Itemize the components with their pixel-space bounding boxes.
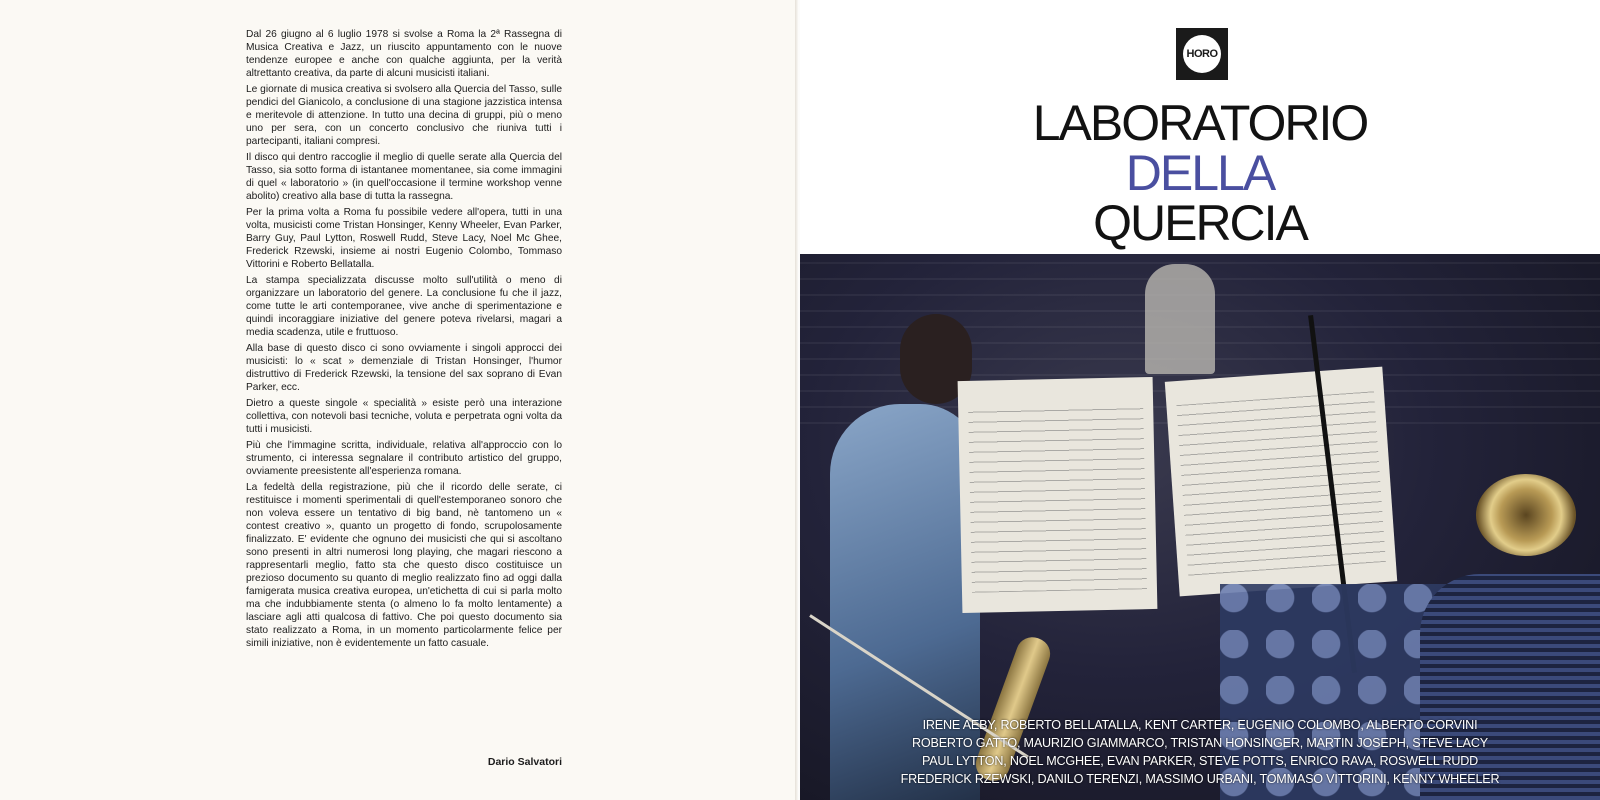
paragraph: Dietro a queste singole « specialità » esiste però una interazione collettiva, con notevoli basi tecniche, voluta e perpetrata ogni volta da tutti i musicisti. [246, 398, 562, 435]
credit-line: PAUL LYTTON, NOEL MCGHEE, EVAN PARKER, STEVE POTTS, ENRICO RAVA, ROSWELL RUDD [921, 754, 1479, 768]
trumpet-bell [1476, 474, 1576, 556]
logo-text: HORO [1186, 48, 1218, 60]
album-cover [800, 0, 1600, 800]
credit-line: IRENE AEBY, ROBERTO BELLATALLA, KENT CARTER, EUGENIO COLOMBO, ALBERTO CORVINI [922, 718, 1478, 732]
paragraph: Per la prima volta a Roma fu possibile vedere all'opera, tutti in una volta, musicisti come Tristan Honsinger, Kenny Wheeler, Evan Parker, Barry Guy, Paul Lytton, Roswell Rudd, Steve Lacy, Noel Mc Ghee, Frederick Rzewski, insieme ai nostri Eugenio Colombo, Tommaso Vittorini e Roberto Bellatalla. [246, 207, 562, 270]
title-line-3: QUERCIA [1093, 195, 1307, 251]
credit-line: ROBERTO GATTO, MAURIZIO GIAMMARCO, TRISTAN HONSINGER, MARTIN JOSEPH, STEVE LACY [912, 736, 1488, 750]
paragraph: Dal 26 giugno al 6 luglio 1978 si svolse a Roma la 2ª Rassegna di Musica Creativa e Jazz, un riuscito appuntamento con le nuove tendenze europee e anche con qualche aggiunta, per la verità altrettanto creativa, da parte di alcuni musicisti italiani. [246, 29, 562, 79]
sheet-music [958, 377, 1158, 613]
credit-line: FREDERICK RZEWSKI, DANILO TERENZI, MASSIMO URBANI, TOMMASO VITTORINI, KENNY WHEELER [900, 772, 1500, 786]
liner-notes-page [0, 0, 798, 800]
concert-photo [800, 254, 1600, 800]
liner-notes-text [246, 28, 562, 653]
background-musician [1145, 264, 1215, 374]
sheet-music [1165, 367, 1397, 597]
paragraph: La fedeltà della registrazione, più che il ricordo delle serate, ci restituisce i momenti sperimentali di quell'estemporaneo sonoro che non voleva essere un tentativo di big band, nè tantomeno un « contest creativo », quanto un progetto di fondo, scrupolosamente finalizzato. E' evidente che ognuno dei musicisti che qui si ascoltano sono presenti in altri numerosi long playing, che magari riescono a rappresentarli meglio, fatto sta che questo disco costituisce un prezioso documento su quanto di meglio realizzato fino ad oggi dalla famigerata musica creativa europea, un'etichetta di cui si parla molto ma che indubbiamente stenta (o almeno lo fa molto lentamente) a lasciare agli atti qualcosa di fattivo. Che poi questo documento sia stato realizzato a Roma, in un momento particolarmente felice per simili iniziative, non è evidentemente un fatto casuale. [246, 482, 562, 649]
label-logo [1176, 28, 1228, 80]
paragraph: Le giornate di musica creativa si svolsero alla Quercia del Tasso, sulle pendici del Gianicolo, a conclusione di una stagione jazzistica intensa e meritevole di attenzione. In tutto una decina di gruppi, più o meno uno per sera, con un concerto conclusivo che riuniva tutti i partecipanti, italiani compresi. [246, 84, 562, 147]
musician-credits [800, 716, 1600, 788]
paragraph: Il disco qui dentro raccoglie il meglio di quelle serate alla Quercia del Tasso, sia sotto forma di istantanee momentanee, sia come immagini di quel « laboratorio » (in quell'occasione il termine workshop venne abolito) creativo alla base di tutta la rassegna. [246, 152, 562, 202]
logo-circle [1183, 35, 1221, 73]
author-signature: Dario Salvatori [487, 756, 562, 768]
paragraph: Più che l'immagine scritta, individuale, relativa all'approccio con lo strumento, ci interessa segnalare il contributo artistico del gruppo, ovviamente preesistente all'esperienza romana. [246, 440, 562, 477]
paragraph: Alla base di questo disco ci sono ovviamente i singoli approcci dei musicisti: lo « scat » demenziale di Tristan Honsinger, l'humor distruttivo di Frederick Rzewski, la tensione del sax soprano di Evan Parker, ecc. [246, 343, 562, 393]
title-line-1: LABORATORIO [1032, 95, 1368, 151]
paragraph: La stampa specializzata discusse molto sull'utilità o meno di organizzare un laboratorio del genere. La conclusione fu che il jazz, come tutte le arti contemporanee, vive anche di sperimentazione e quindi incoraggiare iniziative del genere poteva rivelarsi, magari a media scadenza, utile e fruttuoso. [246, 275, 562, 338]
title-line-2: DELLA [1125, 145, 1275, 201]
